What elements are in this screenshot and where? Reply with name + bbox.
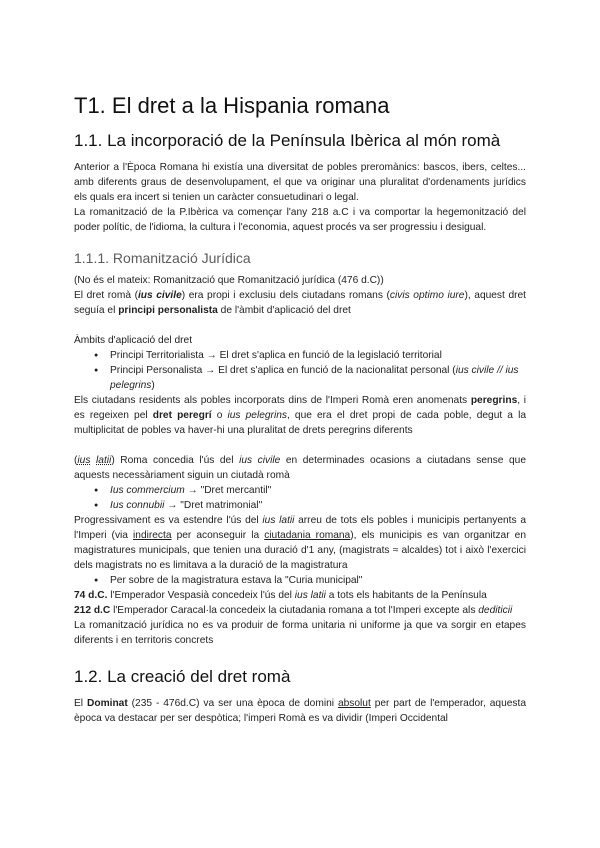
document-title: T1. El dret a la Hispania romana [74, 93, 390, 118]
list-item-curia: ● Per sobre de la magistratura estava la "Curia municipal" [110, 573, 526, 588]
curia-list [74, 573, 526, 588]
paragraph-ius-civile: El dret romà (ius civile) era propi i exclusiu dels ciutadans romans (civis optimo iure), aquest dret seguía el principi personalista de l'àmbit d'aplicació del dret [74, 290, 526, 316]
paragraph-romanization-start: La romanització de la P.Ibèrica va començar l'any 218 a.C i va comportar la hegemonització del poder polític, de l'idioma, la cultura i l'economia, aquest procés va ser progressiu i desigual. [74, 207, 526, 233]
section-1-1-1-heading: 1.1.1. Romanització Jurídica [74, 250, 251, 266]
section-1-2-heading: 1.2. La creació del dret romà [74, 667, 291, 686]
principles-list [74, 348, 526, 393]
paragraph-peregrins: Els ciutadans residents als pobles incorporats dins de l'Imperi Romà eren anomenats peregrins, i es regeixen pel dret peregrí o ius pelegrins, que era el dret propi de cada poble, degut a la multiplicitat de pobles va haver-hi una pluralitat de drets peregrins diferents [74, 395, 527, 436]
list-item-territorialista: ● Principi Territorialista → El dret s'aplica en funció de la legislació territorial [110, 348, 526, 363]
paragraph-progressivament: Progressivament es va estendre l'ús del ius latii arreu de tots els pobles i municipis pertanyents a l'Imperi (via indirecta per aconseguir la ciutadania romana), els municipis es van organitzar en magistratures municipals, que tenien una duració d'1 any, (magistrats ≈ alcaldes) tot i això l'exercici dels magistrats no es limitava a la duració de la magistratura [74, 515, 526, 571]
paragraph-ius-latii: (ius latii) Roma concedia l'ús del ius civile en determinades ocasions a ciutadans sense que aquests necessàriament siguin un ciutadà romà [74, 455, 526, 481]
ambits-label: Àmbits d'aplicació del dret [74, 335, 193, 346]
paragraph-caracalla: 212 d.C l'Emperador Caracal·la concedeix la ciutadania romana a tot l'Imperi excepte als dediticii [74, 605, 513, 616]
list-item-commercium: ● Ius commercium → "Dret mercantil" [110, 483, 526, 498]
list-item-connubii: ● Ius connubii → "Dret matrimonial" [110, 498, 526, 513]
paragraph-conclusio: La romanització jurídica no es va produir de forma unitaria ni uniforme ja que va sorgir en etapes diferents i en territoris concrets [74, 620, 526, 646]
list-item-personalista: ● Principi Personalista → El dret s'aplica en funció de la nacionalitat personal (ius civile // ius pelegrins) [110, 363, 526, 393]
ius-latii-list [74, 483, 526, 513]
paragraph-dominat: El Dominat (235 - 476d.C) va ser una època de domini absolut per part de l'emperador, aquesta època va destacar per ser despòtica; l'imperi Romà es va dividir (Imperi Occidental [74, 698, 527, 724]
paragraph-vespasia: 74 d.C. l'Emperador Vespasià concedeix l'ús del ius latii a tots els habitants de la Península [74, 590, 487, 601]
paragraph-preroman-peoples: Anterior a l'Època Romana hi existía una diversitat de pobles preromànics: bascos, ibers, celtes... amb diferents graus de desenvolupament, el que va originar una pluralitat d'ordenaments jurídics els quals era incert si tenien un caràcter consuetudinari o legal. [74, 162, 526, 203]
section-1-1-heading: 1.1. La incorporació de la Península Ibèrica al món romà [74, 131, 501, 150]
note-romanization: (No és el mateix: Romanització que Romanització jurídica (476 d.C)) [74, 275, 384, 286]
document-content [74, 93, 526, 726]
